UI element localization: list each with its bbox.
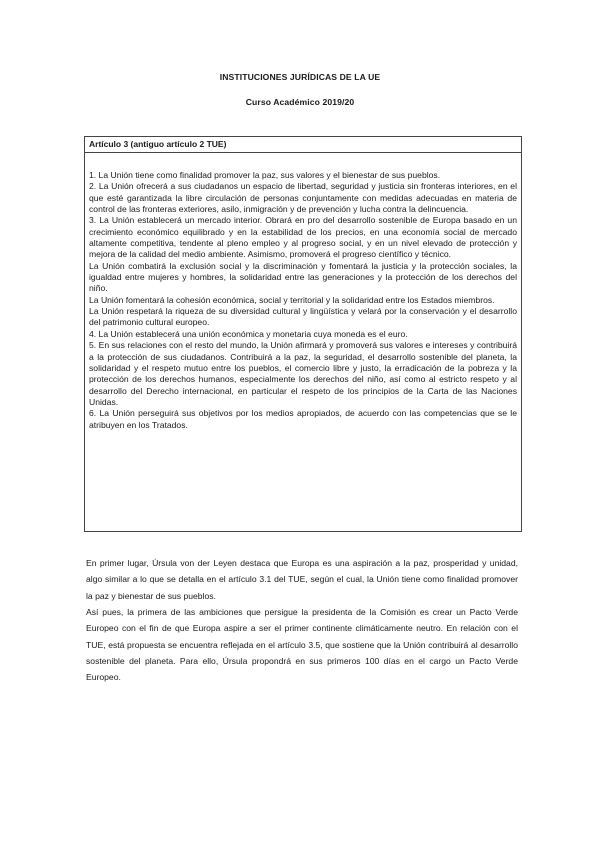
- article-paragraph: La Unión respetará la riqueza de su diversidad cultural y lingüística y velará por la conservación y el desarrollo del patrimonio cultural europeo.: [89, 306, 517, 328]
- article-paragraph: 2. La Unión ofrecerá a sus ciudadanos un espacio de libertad, seguridad y justicia sin fronteras interiores, en el que esté garantizada la libre circulación de personas conjuntamente con medidas adecuadas en materia de control de las fronteras exteriores, asilo, inmigración y de prevención y lucha contra la delincuencia.: [89, 181, 517, 215]
- article-paragraph: 3. La Unión establecerá un mercado interior. Obrará en pro del desarrollo sostenible de Europa basado en un crecimiento económico equilibrado y en la estabilidad de los precios, en una economía social de mercado altamente competitiva, tendente al pleno empleo y al progreso social, y en un nivel elevado de protección y mejora de la calidad del medio ambiente. Asimismo, promoverá el progreso científico y técnico.: [89, 215, 517, 260]
- article-box-bottom-rule: [84, 531, 522, 532]
- body-paragraph-text: Así pues, la primera de las ambiciones que persigue la presidenta de la Comisión es crear un Pacto Verde Europeo con el fin de que Europa aspire a ser el primer continente climáticamente neutro. En relación con el TUE, está propuesta se encuentra reflejada en el artículo 3.5, que sostiene que la Unión contribuirá al desarrollo sostenible del planeta. Para ello, Úrsula propondrá en sus primeros 100 días en el cargo un Pacto Verde Europeo.: [86, 607, 518, 683]
- document-title: INSTITUCIONES JURÍDICAS DE LA UE: [219, 72, 381, 82]
- article-body: [89, 170, 517, 431]
- article-paragraph: La Unión combatirá la exclusión social y la discriminación y fomentará la justicia y la protección sociales, la igualdad entre mujeres y hombres, la solidaridad entre las generaciones y la protección de los derechos del niño.: [89, 260, 517, 294]
- article-paragraph: La Unión fomentará la cohesión económica, social y territorial y la solidaridad entre los Estados miembros.: [89, 294, 495, 305]
- article-paragraph: 6. La Unión perseguirá sus objetivos por los medios apropiados, de acuerdo con las competencias que se le atribuyen en los Tratados.: [89, 408, 517, 430]
- article-paragraph: 5. En sus relaciones con el resto del mundo, la Unión afirmará y promoverá sus valores e intereses y contribuirá a la protección de sus ciudadanos. Contribuirá a la paz, la seguridad, el desarrollo sostenible del planeta, la solidaridad y el respeto mutuo entre los pueblos, el comercio libre y justo, la erradicación de la pobreza y la protección de los derechos humanos, especialmente los derechos del niño, así como al estricto respeto y al desarrollo del Derecho internacional, en particular el respeto de los principios de la Carta de las Naciones Unidas.: [89, 340, 517, 407]
- article-box: [84, 136, 522, 531]
- article-heading: Artículo 3 (antiguo artículo 2 TUE): [85, 137, 521, 153]
- document-subtitle: Curso Académico 2019/20: [245, 97, 355, 107]
- body-paragraph-1: [86, 555, 518, 604]
- body-paragraph-text: En primer lugar, Úrsula von der Leyen destaca que Europa es una aspiración a la paz, prosperidad y unidad, algo similar a lo que se detalla en el artículo 3.1 del TUE, según el cual, la Unión tiene como finalidad promover la paz y bienestar de sus pueblos.: [86, 558, 518, 601]
- article-paragraph: 4. La Unión establecerá una unión económica y monetaria cuya moneda es el euro.: [89, 328, 408, 339]
- body-paragraph-2: [86, 604, 518, 685]
- article-paragraph: 1. La Unión tiene como finalidad promover la paz, sus valores y el bienestar de sus pueblos.: [89, 170, 441, 180]
